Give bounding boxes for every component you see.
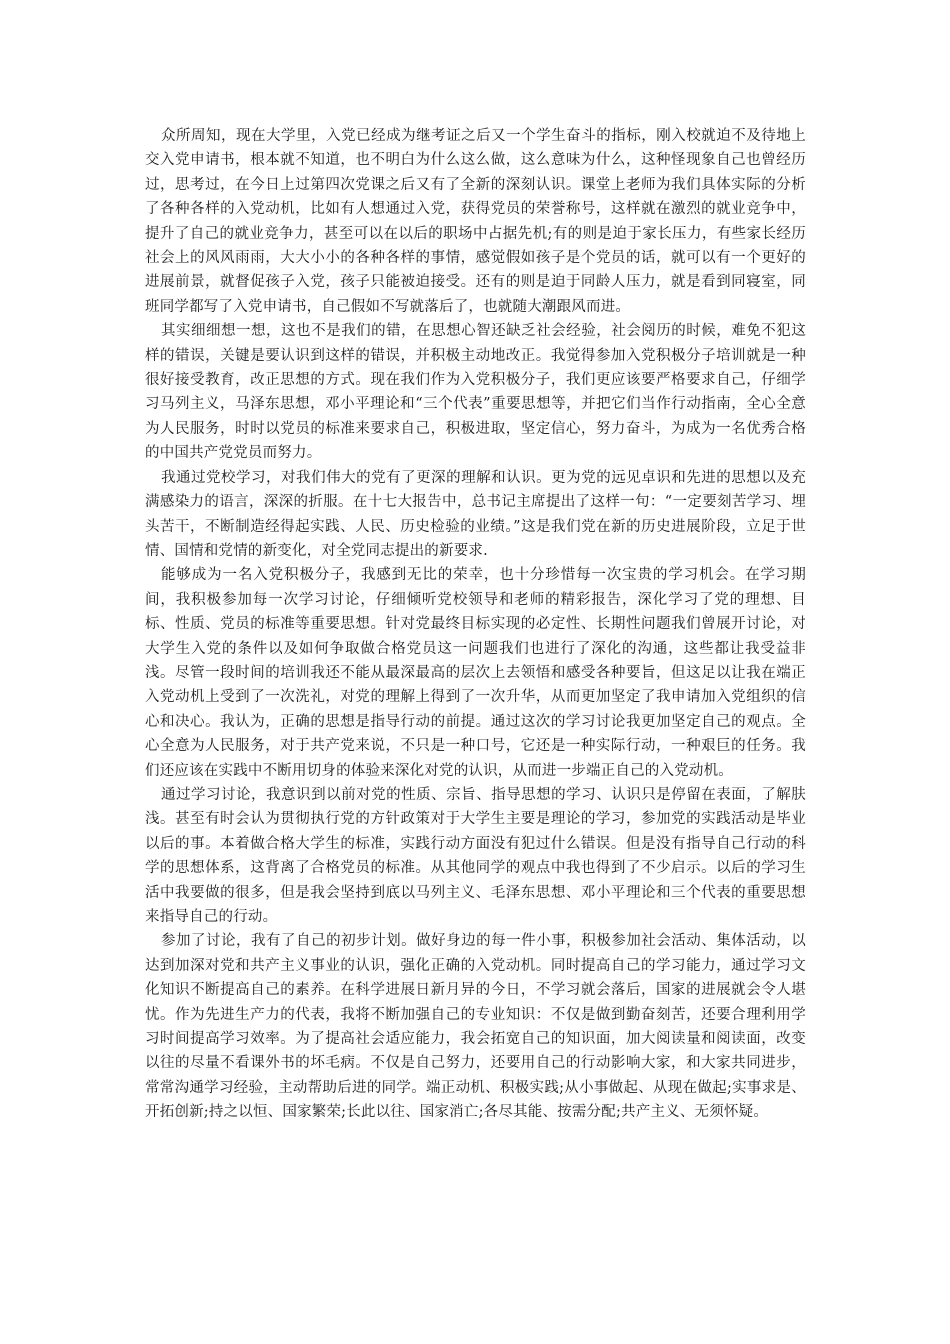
paragraph-5: 通过学习讨论，我意识到以前对党的性质、宗旨、指导思想的学习、认识只是停留在表面，了解肤浅。甚至有时会认为贯彻执行党的方针政策对于大学生主要是理论的学习，参加党的实践活动是毕业以后的事。本着做合格大学生的标准，实践行动方面没有犯过什么错误。但是没有指导自己行动的科学的思想体系，这背离了合格党员的标准。从其他同学的观点中我也得到了不少启示。以后的学习生活中我要做的很多，但是我会坚持到底以马列主义、毛泽东思想、邓小平理论和三个代表的重要思想来指导自己的行动。 <box>145 786 806 925</box>
document-body <box>145 124 806 1125</box>
paragraph-2: 其实细细想一想，这也不是我们的错，在思想心智还缺乏社会经验，社会阅历的时候，难免不犯这样的错误，关键是要认识到这样的错误，并积极主动地改正。我觉得参加入党积极分子培训就是一种很好接受教育，改正思想的方式。现在我们作为入党积极分子，我们更应该要严格要求自己，仔细学习马列主义，马泽东思想，邓小平理论和“三个代表”重要思想等，并把它们当作行动指南，全心全意为人民服务，时时以党员的标准来要求自己，积极进取，坚定信心，努力奋斗，为成为一名优秀合格的中国共产党党员而努力。 <box>145 323 806 462</box>
paragraph-1: 众所周知，现在大学里，入党已经成为继考证之后又一个学生奋斗的指标，刚入校就迫不及待地上交入党申请书，根本就不知道，也不明白为什么这么做，这么意味为什么，这种怪现象自己也曾经历过，思考过，在今日上过第四次党课之后又有了全新的深刻认识。课堂上老师为我们具体实际的分析了各种各样的入党动机，比如有人想通过入党，获得党员的荣誉称号，这样就在激烈的就业竞争中，提升了自己的就业竞争力，甚至可以在以后的职场中占据先机;有的则是迫于家长压力，有些家长经历社会上的风风雨雨，大大小小的各种各样的事情，感觉假如孩子是个党员的话，就可以有一个更好的进展前景，就督促孩子入党，孩子只能被迫接受。还有的则是迫于同龄人压力，就是看到同寝室，同班同学都写了入党申请书，自己假如不写就落后了，也就随大潮跟风而进。 <box>145 128 806 315</box>
paragraph-3: 我通过党校学习，对我们伟大的党有了更深的理解和认识。更为党的远见卓识和先进的思想以及充满感染力的语言，深深的折服。在十七大报告中，总书记主席提出了这样一句：“一定要刻苦学习、埋头苦干，不断制造经得起实践、人民、历史检验的业绩。”这是我们党在新的历史进展阶段，立足于世情、国情和党情的新变化，对全党同志提出的新要求. <box>145 469 806 559</box>
paragraph-4: 能够成为一名入党积极分子，我感到无比的荣幸，也十分珍惜每一次宝贵的学习机会。在学习期间，我积极参加每一次学习讨论，仔细倾听党校领导和老师的精彩报告，深化学习了党的理想、目标、性质、党员的标准等重要思想。针对党最终目标实现的必定性、长期性问题我们曾展开讨论，对大学生入党的条件以及如何争取做合格党员这一问题我们也进行了深化的沟通，这些都让我受益非浅。尽管一段时间的培训我还不能从最深最高的层次上去领悟和感受各种要旨，但这足以让我在端正入党动机上受到了一次洗礼，对党的理解上得到了一次升华，从而更加坚定了我申请加入党组织的信心和决心。我认为，正确的思想是指导行动的前提。通过这次的学习讨论我更加坚定自己的观点。全心全意为人民服务，对于共产党来说，不只是一种口号，它还是一种实际行动，一种艰巨的任务。我们还应该在实践中不断用切身的体验来深化对党的认识，从而进一步端正自己的入党动机。 <box>145 567 806 779</box>
paragraph-6: 参加了讨论，我有了自己的初步计划。做好身边的每一件小事，积极参加社会活动、集体活动，以达到加深对党和共产主义事业的认识，强化正确的入党动机。同时提高自己的学习能力，通过学习文化知识不断提高自己的素养。在科学进展日新月异的今日，不学习就会落后，国家的进展就会令人堪忧。作为先进生产力的代表，我将不断加强自己的专业知识：不仅是做到勤奋刻苦，还要合理利用学习时间提高学习效率。为了提高社会适应能力，我会拓宽自己的知识面，加大阅读量和阅读面，改变以往的尽量不看课外书的坏毛病。不仅是自己努力，还要用自己的行动影响大家，和大家共同进步，常常沟通学习经验，主动帮助后进的同学。端正动机、积极实践;从小事做起、从现在做起;实事求是、开拓创新;持之以恒、国家繁荣;长此以往、国家消亡;各尽其能、按需分配;共产主义、无须怀疑。 <box>145 933 806 1121</box>
